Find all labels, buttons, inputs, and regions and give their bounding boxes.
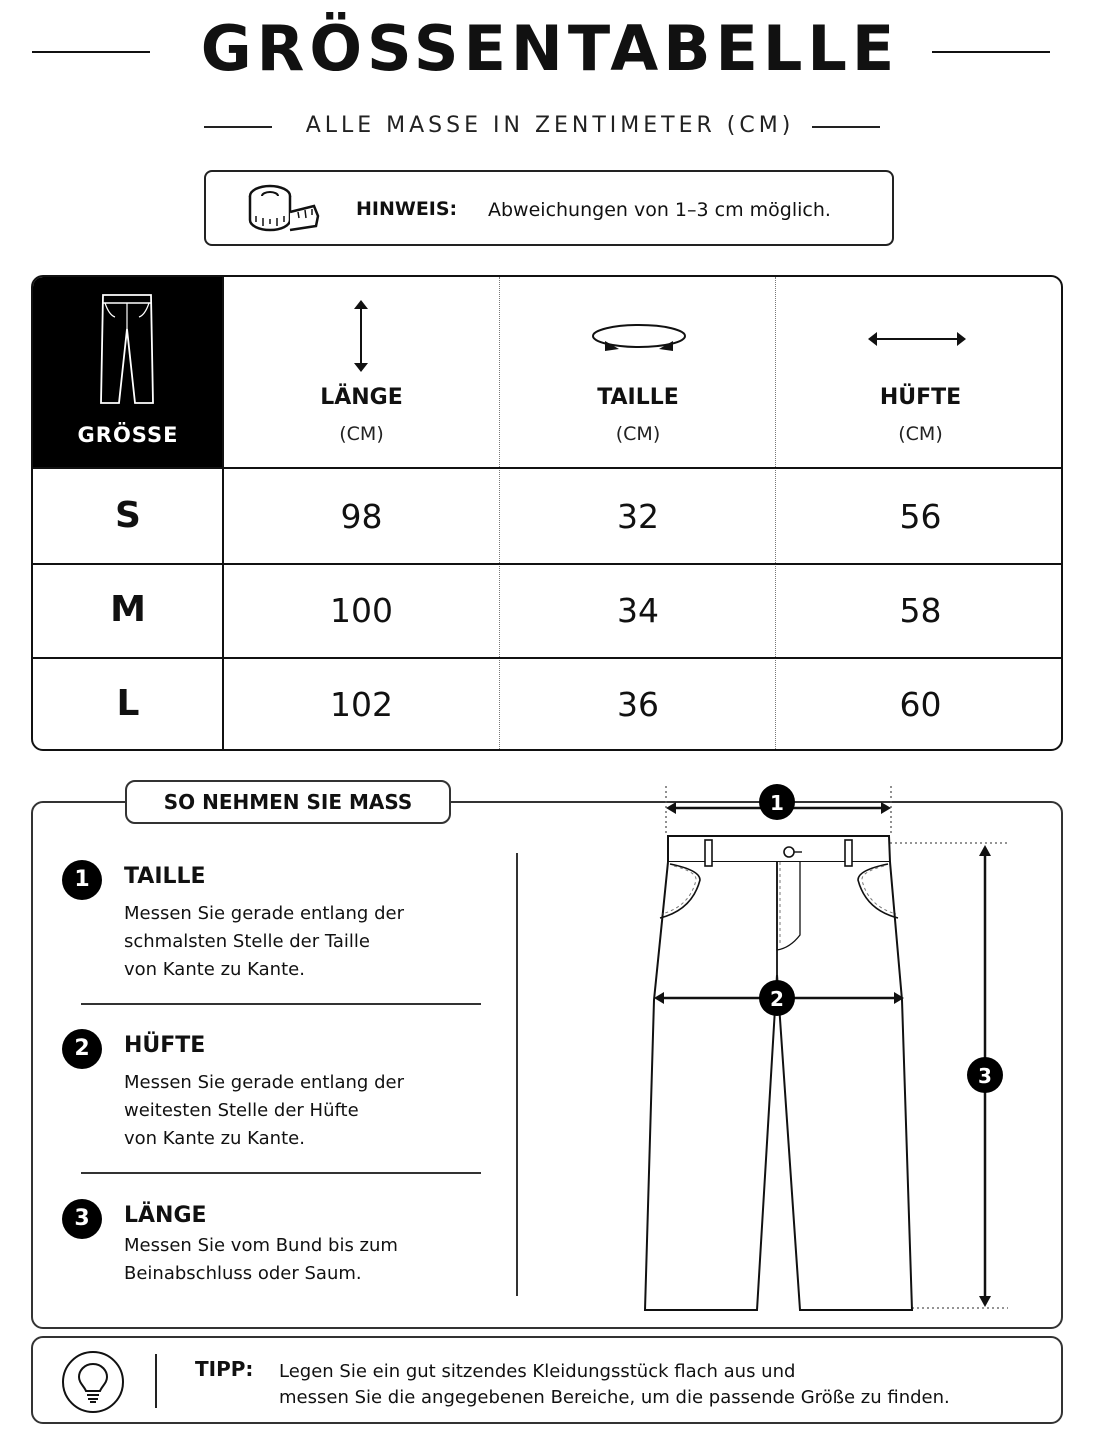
value-waist-s: 32 [617,497,659,536]
step-separator [81,1003,481,1005]
note-box [204,170,894,246]
step-separator [81,1172,481,1174]
diagram-marker-3: 3 [978,1064,992,1088]
vertical-arrow-icon [351,299,371,373]
step-text-length [124,1232,398,1288]
column-header-length: LÄNGE [320,385,403,410]
tip-label: TIPP: [195,1357,254,1381]
step-text-line: Messen Sie gerade entlang der [124,903,404,924]
step-title-waist: TAILLE [124,864,206,889]
page-subtitle: ALLE MASSE IN ZENTIMETER (CM) [305,113,795,138]
size-header-cell [33,277,223,468]
diagram-marker-1: 1 [770,791,784,815]
column-unit-waist: (CM) [615,423,661,445]
note-text: Abweichungen von 1–3 cm möglich. [488,199,831,221]
howto-title: SO NEHMEN SIE MASS [125,780,451,824]
step-title-length: LÄNGE [124,1203,207,1228]
step-text-line: Messen Sie vom Bund bis zum [124,1235,398,1256]
value-waist-m: 34 [617,591,659,630]
table-divider [33,657,1063,659]
value-length-s: 98 [340,497,383,536]
step-text-line: schmalsten Stelle der Taille [124,931,370,952]
step-text-line: von Kante zu Kante. [124,959,305,980]
step-text-line: von Kante zu Kante. [124,1128,305,1149]
step-badge-1: 1 [62,860,102,900]
value-length-m: 100 [330,591,393,630]
horizontal-arrow-icon [867,329,967,349]
size-label-s: S [115,495,141,536]
size-table [31,275,1063,751]
value-length-l: 102 [330,685,393,724]
value-hip-m: 58 [899,591,942,630]
waist-loop-icon [589,319,689,359]
tip-box [31,1336,1063,1424]
page-title: GRÖSSENTABELLE [200,12,900,85]
lightbulb-icon [61,1350,125,1414]
value-hip-s: 56 [899,497,942,536]
column-unit-length: (CM) [339,423,384,445]
value-waist-l: 36 [617,685,659,724]
tip-text-line: Legen Sie ein gut sitzendes Kleidungsstück flach aus und [279,1361,796,1382]
step-badge-3: 3 [62,1199,102,1239]
step-text-hip [124,1069,404,1153]
tip-divider [155,1354,157,1408]
trousers-measurement-diagram [600,770,1020,1320]
value-hip-l: 60 [899,685,942,724]
trousers-icon [95,291,159,409]
note-label: HINWEIS: [356,198,458,220]
table-divider [33,563,1063,565]
tip-text-line: messen Sie die angegebenen Bereiche, um die passende Größe zu finden. [279,1387,950,1408]
size-header-label: GRÖSSE [77,423,179,447]
diagram-marker-2: 2 [770,987,784,1011]
column-header-waist: TAILLE [597,385,679,410]
table-divider [33,467,1063,469]
column-unit-hip: (CM) [898,423,943,445]
step-text-line: Messen Sie gerade entlang der [124,1072,404,1093]
tip-text [279,1359,950,1411]
column-header-hip: HÜFTE [879,385,962,410]
size-label-m: M [110,589,146,630]
step-text-waist [124,900,404,984]
measuring-tape-icon [246,182,324,238]
step-title-hip: HÜFTE [124,1033,206,1058]
step-text-line: Beinabschluss oder Saum. [124,1263,362,1284]
step-badge-2: 2 [62,1029,102,1069]
step-text-line: weitesten Stelle der Hüfte [124,1100,359,1121]
howto-divider [516,853,518,1296]
size-label-l: L [116,683,140,724]
